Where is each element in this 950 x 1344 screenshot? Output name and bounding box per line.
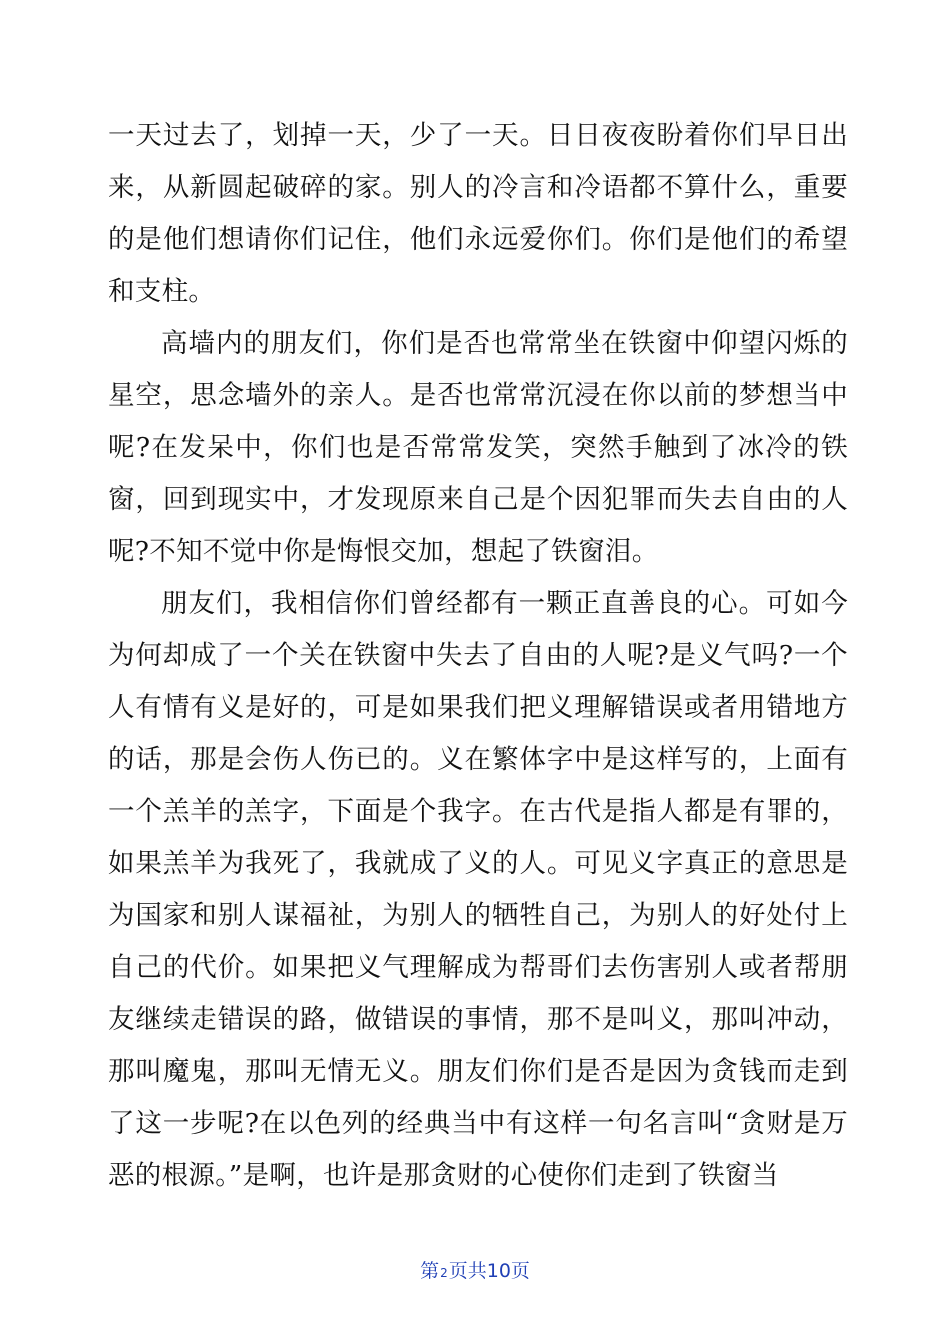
footer-page-number: 2 — [440, 1266, 448, 1280]
document-body — [108, 110, 848, 1202]
paragraph-2: 高墙内的朋友们，你们是否也常常坐在铁窗中仰望闪烁的星空，思念墙外的亲人。是否也常常沉浸在你以前的梦想当中呢?在发呆中，你们也是否常常发笑，突然手触到了冰冷的铁窗，回到现实中，才发现原来自己是个因犯罪而失去自由的人呢?不知不觉中你是悔恨交加，想起了铁窗泪。 — [108, 328, 848, 567]
footer-middle: 页共 — [448, 1260, 487, 1282]
paragraph-3: 朋友们，我相信你们曾经都有一颗正直善良的心。可如今为何却成了一个关在铁窗中失去了自由的人呢?是义气吗?一个人有情有义是好的，可是如果我们把义理解错误或者用错地方的话，那是会伤人伤已的。义在繁体字中是这样写的，上面有一个羔羊的羔字，下面是个我字。在古代是指人都是有罪的，如果羔羊为我死了，我就成了义的人。可见义字真正的意思是为国家和别人谋福祉，为别人的牺牲自己，为别人的好处付上自己的代价。如果把义气理解成为帮哥们去伤害别人或者帮朋友继续走错误的路，做错误的事情，那不是叫义，那叫冲动，那叫魔鬼，那叫无情无义。朋友们你们是否是因为贪钱而走到了这一步呢?在以色列的经典当中有这样一句名言叫“贪财是万恶的根源。”是啊，也许是那贪财的心使你们走到了铁窗当 — [108, 588, 848, 1191]
footer-prefix: 第 — [420, 1260, 440, 1282]
footer-total-pages: 10 — [486, 1260, 511, 1282]
paragraph-1: 一天过去了，划掉一天，少了一天。日日夜夜盼着你们早日出来，从新圆起破碎的家。别人的冷言和冷语都不算什么，重要的是他们想请你们记住，他们永远爱你们。你们是他们的希望和支柱。 — [108, 120, 848, 307]
footer-suffix: 页 — [510, 1260, 530, 1282]
page-footer — [0, 1257, 950, 1287]
